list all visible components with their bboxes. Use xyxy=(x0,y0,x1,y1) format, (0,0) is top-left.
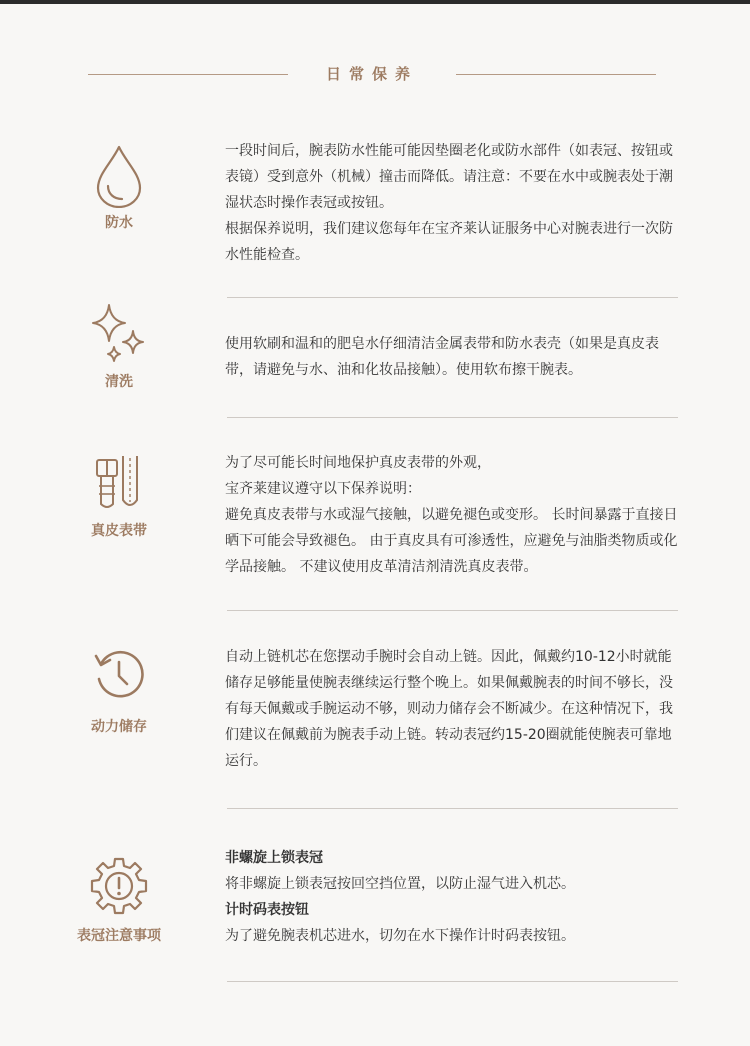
divider xyxy=(227,808,678,809)
paragraph: 一段时间后，腕表防水性能可能因垫圈老化或防水部件（如表冠、按钮或表镜）受到意外（机械）撞击而降低。请注意：不要在水中或腕表处于潮湿状态时操作表冠或按钮。 xyxy=(225,143,673,211)
paragraph: 使用软刷和温和的肥皂水仔细清洁金属表带和防水表壳（如果是真皮表带，请避免与水、油和化妆品接触）。使用软布擦干腕表。 xyxy=(225,336,659,378)
cleaning-label: 清洗 xyxy=(105,374,133,390)
waterproof-icon-group xyxy=(60,142,178,232)
waterproof-label: 防水 xyxy=(105,215,133,231)
divider xyxy=(227,417,678,418)
crown-notes-text xyxy=(225,845,683,949)
top-bar xyxy=(0,0,750,4)
leather-strap-icon-group xyxy=(60,454,178,540)
cleaning-text xyxy=(225,331,683,383)
divider xyxy=(227,297,678,298)
sparkle-icon xyxy=(89,301,149,367)
crown-notes-icon-group xyxy=(60,855,178,945)
item-text: 为了避免腕表机芯进水，切勿在水下操作计时码表按钮。 xyxy=(225,928,575,944)
power-reserve-clock-icon xyxy=(91,646,147,702)
leather-strap-text xyxy=(225,450,683,580)
cleaning-icon-group xyxy=(60,301,178,391)
power-reserve-text xyxy=(225,644,683,774)
crown-notes-label: 表冠注意事项 xyxy=(77,928,161,944)
paragraph: 宝齐莱建议遵守以下保养说明： xyxy=(225,481,421,497)
page-title: 日常保养 xyxy=(325,65,418,83)
paragraph: 自动上链机芯在您摆动手腕时会自动上链。因此，佩戴约10-12小时就能储存足够能量使腕表继续运行整个晚上。如果佩戴腕表的时间不够长，没有每天佩戴或手腕运动不够，则动力储存会不断减少。在这种情况下，我们建议在佩戴前为腕表手动上链。转动表冠约15-20圈就能使腕表可靠地运行。 xyxy=(225,649,673,769)
water-drop-icon xyxy=(94,142,144,208)
power-reserve-label: 动力储存 xyxy=(91,719,147,735)
paragraph: 避免真皮表带与水或湿气接触，以避免褪色或变形。 长时间暴露于直接日晒下可能会导致褪色。 由于真皮具有可渗透性，应避免与油脂类物质或化学品接触。 不建议使用皮革清洁剂清洗真皮表带。 xyxy=(225,507,678,575)
item-heading: 计时码表按钮 xyxy=(225,902,309,918)
waterproof-text xyxy=(225,138,683,268)
paragraph: 根据保养说明，我们建议您每年在宝齐莱认证服务中心对腕表进行一次防水性能检查。 xyxy=(225,221,673,263)
leather-strap-icon xyxy=(94,454,144,510)
power-reserve-icon-group xyxy=(60,646,178,736)
paragraph: 为了尽可能长时间地保护真皮表带的外观， xyxy=(225,455,491,471)
leather-strap-label: 真皮表带 xyxy=(91,523,147,539)
header-line-right xyxy=(456,74,656,75)
gear-warning-icon xyxy=(88,855,150,917)
item-heading: 非螺旋上锁表冠 xyxy=(225,850,323,866)
divider xyxy=(227,981,678,982)
divider xyxy=(227,610,678,611)
item-text: 将非螺旋上锁表冠按回空挡位置，以防止湿气进入机芯。 xyxy=(225,876,575,892)
section-header xyxy=(0,60,750,90)
header-line-left xyxy=(88,74,288,75)
